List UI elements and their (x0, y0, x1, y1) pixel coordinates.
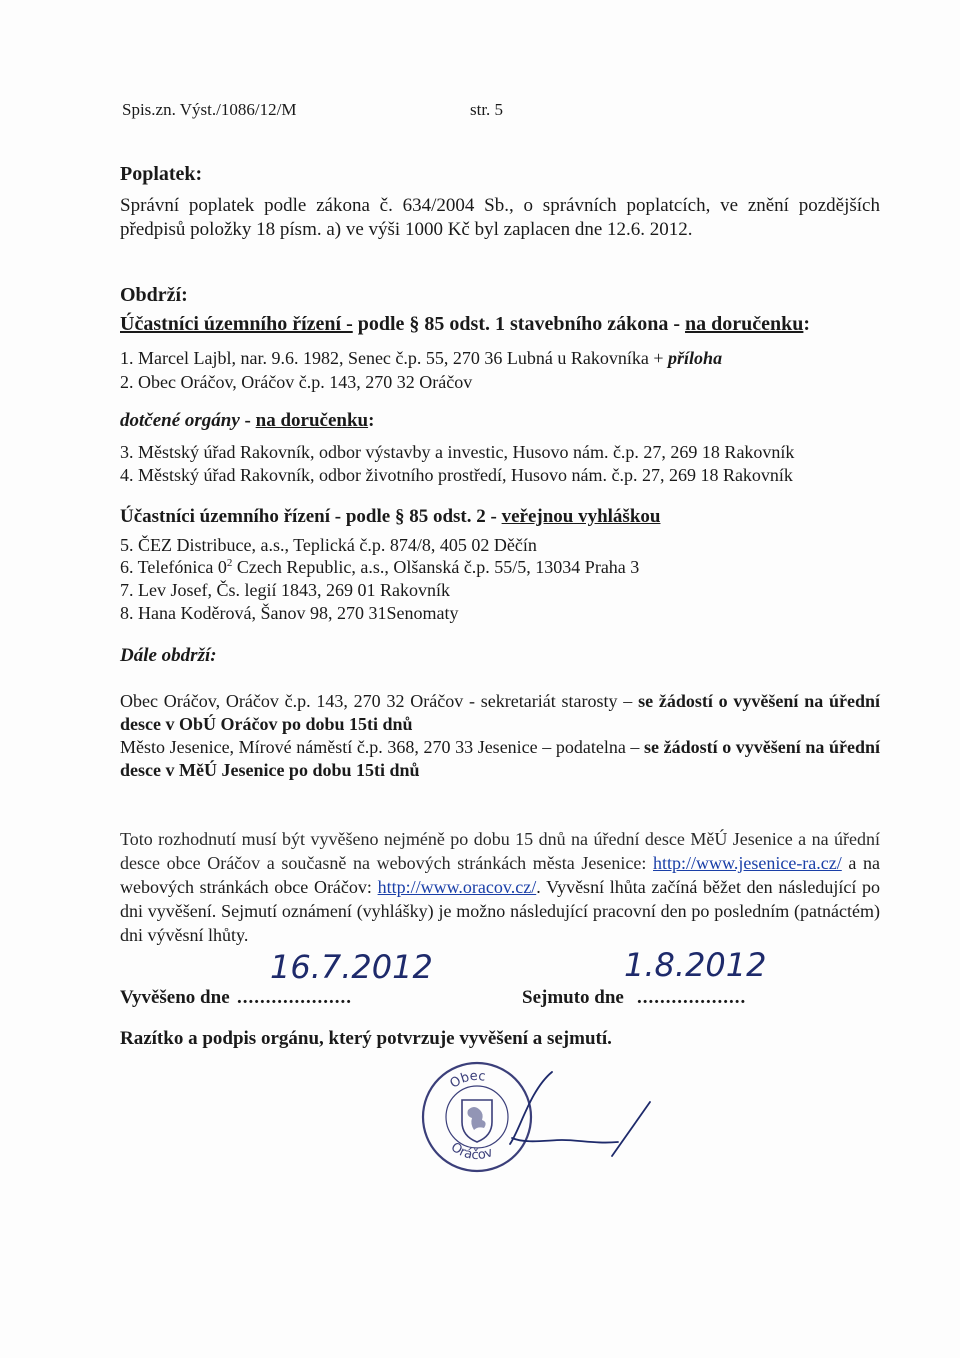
parties-heading-2-part-a: Účastníci územního řízení - podle § 85 odst. 2 - (120, 506, 502, 527)
recipient-4: 4. Městský úřad Rakovník, odbor životního prostředí, Husovo nám. č.p. 27, 269 18 Rakovník (120, 465, 793, 485)
fee-heading: Poplatek: (120, 163, 203, 185)
recipient-6: 6. Telefónica $0^2$ Czech Republic, a.s., Olšanská č.p. 55/5, 13034 Praha 3 (120, 557, 640, 577)
further-recipient-1: Obec Oráčov, Oráčov č.p. 143, 270 32 Oráčov - sekretariát starosty – se žádostí o vyvěšení na úřední desce v ObÚ Oráčov po dobu 15ti dnů (120, 691, 881, 734)
recipient-5: 5. ČEZ Distribuce, a.s., Teplická č.p. 874/8, 405 02 Děčín (120, 535, 537, 555)
attachment-label: příloha (668, 348, 723, 368)
authorities-heading (120, 410, 374, 432)
posted-dots: .................... (237, 987, 352, 1008)
authorities-heading-part-a: dotčené orgány (120, 410, 240, 431)
parties-heading-2-part-b: veřejnou vyhláškou (501, 506, 661, 527)
fee-text-line2: předpisů položky 18 písm. a) ve výši 1000 Kč byl zaplacen dne 12.6. 2012. (120, 219, 693, 240)
authorities-heading-part-d: : (368, 410, 375, 431)
parties-heading-1 (120, 313, 810, 336)
parties-heading-1-part-a: Účastníci územního řízení - (120, 313, 353, 335)
fee-text-line1: Správní poplatek podle zákona č. 634/2004 Sb., o správních poplatcích, ve znění pozdějších (120, 195, 880, 216)
reference-number: Spis.zn. Výst./1086/12/M (122, 100, 297, 119)
posted-date-handwritten: 16.7.2012 (270, 948, 433, 986)
removed-dots: ................... (637, 987, 747, 1008)
further-recipients-heading: Dále obdrží: (120, 645, 217, 666)
stamp-text-top: Obec (447, 1068, 487, 1092)
jesenice-website-link[interactable]: http://www.jesenice-ra.cz/ (653, 853, 842, 873)
recipient-3: 3. Městský úřad Rakovník, odbor výstavby a investic, Husovo nám. č.p. 27, 269 18 Rakovník (120, 442, 795, 462)
removed-date-handwritten: 1.8.2012 (624, 946, 767, 984)
recipient-2: 2. Obec Oráčov, Oráčov č.p. 143, 270 32 Oráčov (120, 372, 473, 392)
posting-paragraph: Toto rozhodnutí musí být vyvěšeno nejméně po dobu 15 dnů na úřední desce MěÚ Jesenice a na úřední desce obce Oráčov a současně na webových stránkách města Jesenice: http://www.jesenice-ra.cz/ a na webových stránkách obce Oráčov: http://www.oracov.cz/. Vyvěsní lhůta začíná běžet den následující po dni vyvěšení. Sejmutí oznámení (vyhlášky) je možno následující pracovní den po posledním (patnáctém) dni vývěsní lhůty. (120, 829, 881, 945)
oracov-website-link[interactable]: http://www.oracov.cz/ (377, 877, 537, 897)
recipient-8: 8. Hana Koděrová, Šanov 98, 270 31Senomaty (120, 603, 459, 623)
removed-label: Sejmuto dne (522, 987, 624, 1008)
posted-label: Vyvěšeno dne (120, 987, 230, 1008)
recipient-1: 1. Marcel Lajbl, nar. 9.6. 1982, Senec č.p. 55, 270 36 Lubná u Rakovníka + příloha (120, 348, 723, 368)
recipient-7: 7. Lev Josef, Čs. legií 1843, 269 01 Rakovník (120, 580, 450, 600)
stamp-text-bottom: Oráčov (447, 1139, 495, 1164)
page-number: str. 5 (470, 100, 504, 119)
authorities-heading-part-c: na doručenku (255, 410, 369, 431)
further-recipient-2: Město Jesenice, Mírové náměstí č.p. 368, 270 33 Jesenice – podatelna – se žádostí o vyvěšení na úřední desce v MěÚ Jesenice po dobu 15ti dnů (120, 737, 881, 780)
parties-heading-1-part-b: podle § 85 odst. 1 stavebního zákona - (352, 313, 686, 335)
recipients-heading: Obdrží: (120, 284, 188, 306)
handwritten-signature (500, 1060, 670, 1170)
parties-heading-1-part-c: na doručenku (685, 313, 804, 335)
stamp-signature-note: Razítko a podpis orgánu, který potvrzuje vyvěšení a sejmutí. (120, 1028, 612, 1049)
parties-heading-2 (120, 506, 660, 528)
authorities-heading-part-b: - (239, 410, 256, 431)
parties-heading-1-part-d: : (803, 313, 811, 335)
